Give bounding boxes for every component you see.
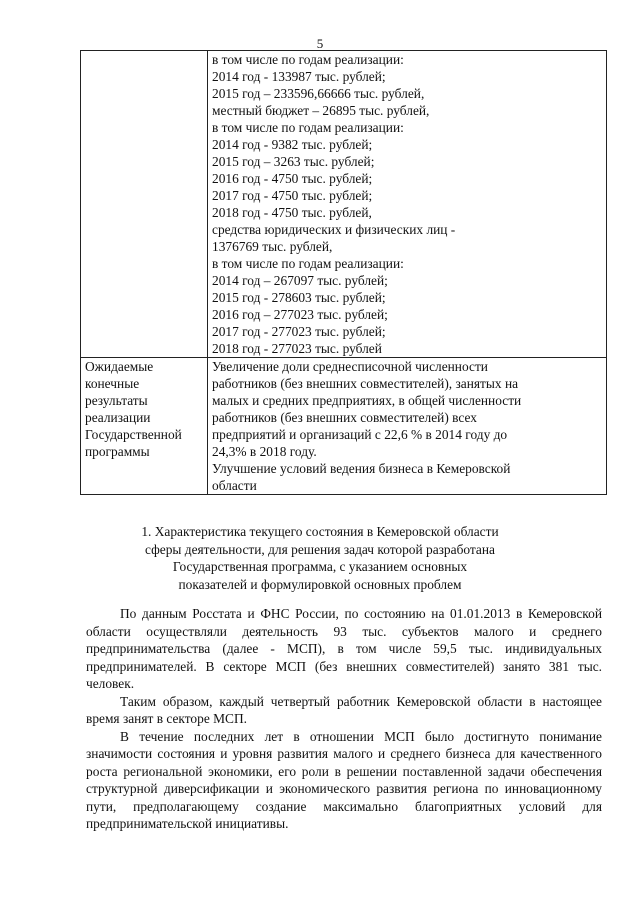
body-text xyxy=(86,605,602,833)
heading-line: 1. Характеристика текущего состояния в Кемеровской области xyxy=(141,524,499,539)
result-line: Улучшение условий ведения бизнеса в Кемеровской xyxy=(212,461,511,476)
page-number: 5 xyxy=(316,36,324,51)
expected-results-cell xyxy=(208,358,607,495)
heading-line: показателей и формулировкой основных проблем xyxy=(178,576,462,592)
funding-line: 2015 год – 233596,66666 тыс. рублей, xyxy=(212,86,425,101)
table-row xyxy=(81,51,607,358)
funding-line: 2017 год - 4750 тыс. рублей; xyxy=(212,188,373,203)
paragraph: По данным Росстата и ФНС России, по состоянию на 01.01.2013 в Кемеровской области осуществляли деятельность 93 тыс. субъектов малого и среднего предпринимательства (далее - МСП), в том числе 59,5 тыс. индивидуальных предпринимателей. В секторе МСП (без внешних совместителей) занято 381 тыс. человек. xyxy=(86,606,602,691)
paragraph: В течение последних лет в отношении МСП было достигнуто понимание значимости состояния и уровня развития малого и среднего бизнеса для качественного роста региональной экономики, его роли в решении поставленной задачи обеспечения структурной диверсификации и экономического развития региона по инновационному пути, предполагающему создание максимально благоприятных условий для предпринимательской инициативы. xyxy=(86,728,602,831)
label-line: конечные xyxy=(85,376,140,391)
funding-line: в том числе по годам реализации: xyxy=(212,52,404,67)
funding-line: 2014 год – 267097 тыс. рублей; xyxy=(212,273,388,288)
result-line: работников (без внешних совместителей), занятых на xyxy=(212,376,519,391)
paragraph: Таким образом, каждый четвертый работник Кемеровской области в настоящее время занят в секторе МСП. xyxy=(86,693,602,726)
funding-line: средства юридических и физических лиц - xyxy=(212,222,456,237)
expected-results-label-cell xyxy=(81,358,208,495)
result-line: Увеличение доли среднесписочной численности xyxy=(212,359,488,374)
funding-line: в том числе по годам реализации: xyxy=(212,256,404,271)
funding-line: 2014 год - 133987 тыс. рублей; xyxy=(212,69,386,84)
table-row xyxy=(81,358,607,495)
label-line: программы xyxy=(85,444,150,459)
result-line: работников (без внешних совместителей) всех xyxy=(212,410,477,425)
funding-line: 2016 год – 277023 тыс. рублей; xyxy=(212,307,388,322)
funding-line: местный бюджет – 26895 тыс. рублей, xyxy=(212,103,430,118)
funding-line: 2018 год - 277023 тыс. рублей xyxy=(212,341,382,356)
funding-line: 2017 год - 277023 тыс. рублей; xyxy=(212,324,386,339)
funding-cell xyxy=(208,51,607,358)
result-line: предприятий и организаций с 22,6 % в 2014 году до xyxy=(212,427,508,442)
funding-line: 2018 год - 4750 тыс. рублей, xyxy=(212,205,372,220)
funding-line: 2015 год - 278603 тыс. рублей; xyxy=(212,290,386,305)
funding-line: 2016 год - 4750 тыс. рублей; xyxy=(212,171,373,186)
result-line: 24,3% в 2018 году. xyxy=(212,444,317,459)
table-label-cell xyxy=(81,51,208,358)
label-line: реализации xyxy=(85,410,151,425)
result-line: области xyxy=(212,478,257,493)
label-line: Государственной xyxy=(85,427,182,442)
result-line: малых и средних предприятиях, в общей численности xyxy=(212,393,522,408)
section-heading xyxy=(60,523,580,593)
heading-line: сферы деятельности, для решения задач которой разработана xyxy=(145,541,495,557)
funding-line: 2014 год - 9382 тыс. рублей; xyxy=(212,137,373,152)
label-line: результаты xyxy=(85,393,148,408)
heading-line: Государственная программа, с указанием основных xyxy=(172,559,468,574)
label-line: Ожидаемые xyxy=(85,359,154,374)
funding-line: 1376769 тыс. рублей, xyxy=(212,239,333,254)
funding-line: в том числе по годам реализации: xyxy=(212,120,404,135)
program-passport-table xyxy=(80,50,607,495)
funding-line: 2015 год – 3263 тыс. рублей; xyxy=(212,154,375,169)
